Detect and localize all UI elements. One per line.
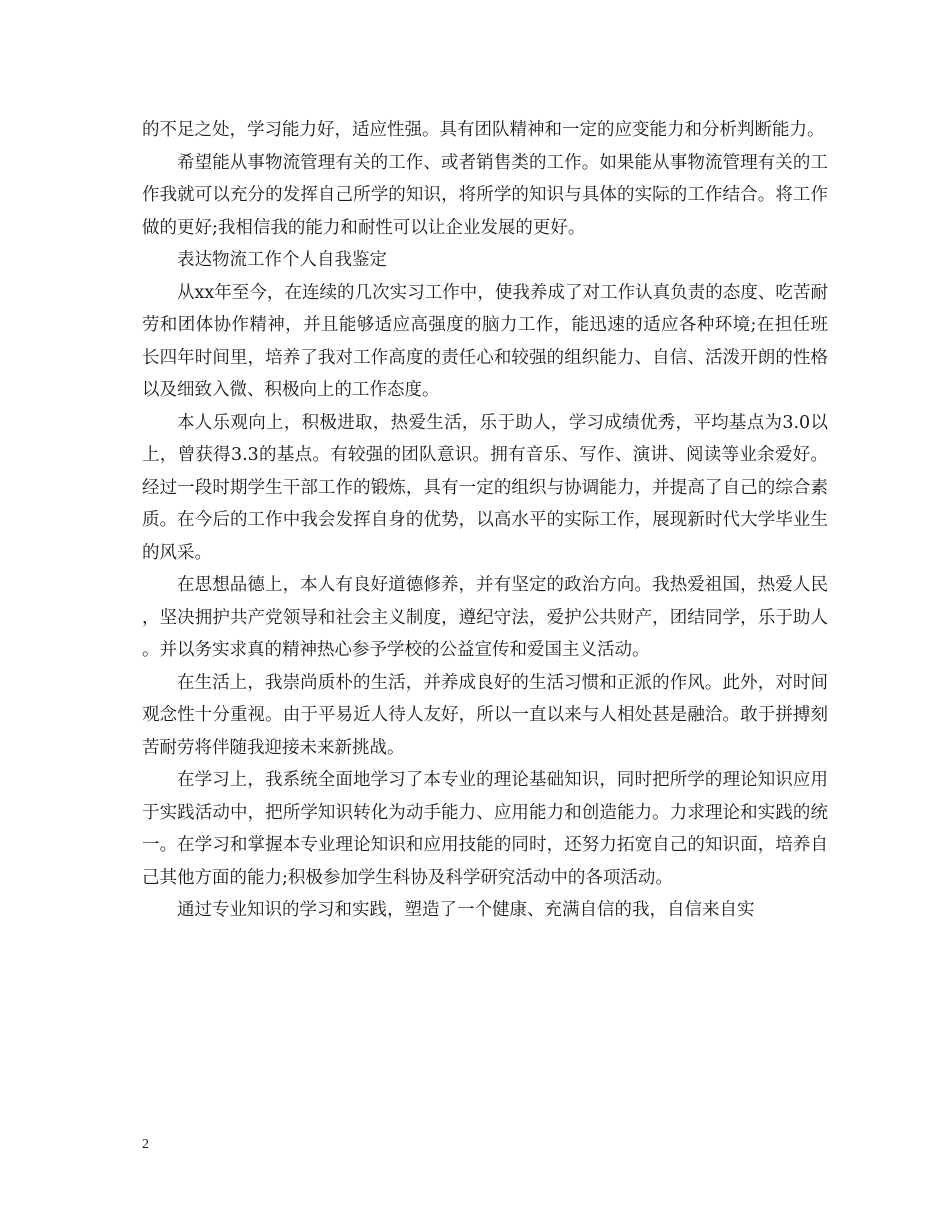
- paragraph-4: 本人乐观向上，积极进取，热爱生活，乐于助人，学习成绩优秀，平均基点为3.0以上，曾获得3.3的基点。有较强的团队意识。拥有音乐、写作、演讲、阅读等业余爱好。经过一段时期学生干部工作的锻炼，具有一定的组织与协调能力，并提高了自己的综合素质。在今后的工作中我会发挥自身的优势，以高水平的实际工作，展现新时代大学毕业生的风采。: [142, 412, 828, 563]
- paragraph-5: 在思想品德上，本人有良好道德修养，并有坚定的政治方向。我热爱祖国，热爱人民，坚决拥护共产党领导和社会主义制度，遵纪守法，爱护公共财产，团结同学，乐于助人。并以务实求真的精神热心参予学校的公益宣传和爱国主义活动。: [142, 575, 828, 660]
- document-body: [142, 114, 828, 927]
- paragraph-3: 从xx年至今，在连续的几次实习工作中，使我养成了对工作认真负责的态度、吃苦耐劳和团体协作精神，并且能够适应高强度的脑力工作，能迅速的适应各种环境;在担任班长四年时间里，培养了我对工作高度的责任心和较强的组织能力、自信、活泼开朗的性格以及细致入微、积极向上的工作态度。: [142, 282, 828, 400]
- paragraph-1: 的不足之处，学习能力好，适应性强。具有团队精神和一定的应变能力和分析判断能力。: [142, 120, 825, 140]
- paragraph-6: 在生活上，我崇尚质朴的生活，并养成良好的生活习惯和正派的作风。此外，对时间观念性十分重视。由于平易近人待人友好，所以一直以来与人相处甚是融洽。敢于拼搏刻苦耐劳将伴随我迎接未来新挑战。: [142, 672, 828, 758]
- section-heading: 表达物流工作个人自我鉴定: [177, 250, 387, 270]
- paragraph-2: 希望能从事物流管理有关的工作、或者销售类的工作。如果能从事物流管理有关的工作我就可以充分的发挥自己所学的知识，将所学的知识与具体的实际的工作结合。将工作做的更好;我相信我的能力和耐性可以让企业发展的更好。: [142, 152, 828, 238]
- paragraph-7: 在学习上，我系统全面地学习了本专业的理论基础知识，同时把所学的理论知识应用于实践活动中，把所学知识转化为动手能力、应用能力和创造能力。力求理论和实践的统一。在学习和掌握本专业理论知识和应用技能的同时，还努力拓宽自己的知识面，培养自己其他方面的能力;积极参加学生科协及科学研究活动中的各项活动。: [142, 770, 828, 888]
- page-number: 2: [142, 1137, 149, 1152]
- paragraph-8: 通过专业知识的学习和实践，塑造了一个健康、充满自信的我，自信来自实: [177, 900, 755, 920]
